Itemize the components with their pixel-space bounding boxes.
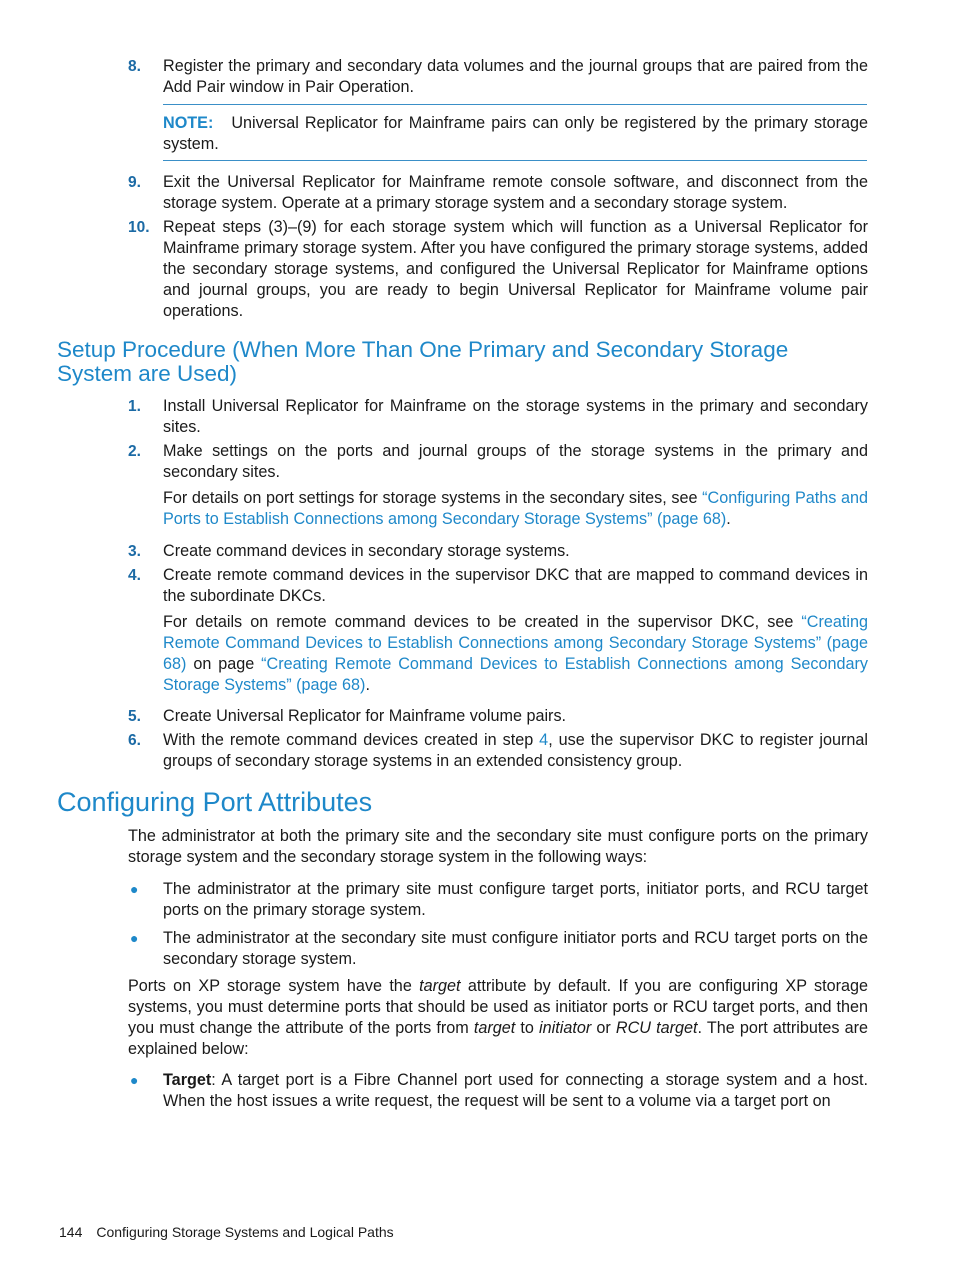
note — [163, 113, 868, 155]
para-text: Ports on XP storage system have the — [128, 977, 420, 995]
detail-text: on page — [186, 655, 262, 673]
para-text: . The port attributes are explained below: — [128, 1019, 869, 1058]
step-text: Repeat steps (3)–(9) for each storage system which will function as a Universal Replicator for Mainframe primary storage system. After you have configured the primary storage systems, added the secondary storage systems, and configured the Universal Replicator for Mainframe options and journal groups, you are ready to begin Universal Replicator for Mainframe volume pair operations. — [163, 218, 868, 320]
para-italic: RCU target — [615, 1019, 698, 1037]
section-heading-port-attributes: Configuring Port Attributes — [57, 787, 373, 817]
step-text: Create Universal Replicator for Mainframe volume pairs. — [163, 707, 567, 725]
detail-text: . — [726, 510, 731, 528]
detail-text: For details on port settings for storage systems in the secondary sites, see — [163, 489, 703, 507]
step-text: Make settings on the ports and journal groups of the storage systems in the primary and secondary sites. — [163, 442, 868, 481]
step-number: 4. — [128, 567, 141, 584]
step-number: 8. — [128, 58, 141, 75]
cross-reference-link[interactable]: “Configuring Paths and Ports to Establish Connections among Secondary Storage Systems” (page 68) — [163, 489, 869, 528]
step-number: 6. — [128, 732, 141, 749]
intro-paragraph: The administrator at both the primary site and the secondary site must configure ports on the primary storage system and the secondary storage system in the following ways: — [128, 827, 868, 866]
step-text — [163, 730, 868, 772]
step-number: 1. — [128, 398, 141, 415]
step-number: 9. — [128, 174, 141, 191]
cross-reference-link[interactable]: “Creating Remote Command Devices to Establish Connections among Secondary Storage Systems” (page 68) — [163, 613, 868, 673]
note-top-rule — [163, 104, 867, 105]
step-link[interactable]: 4 — [539, 731, 549, 749]
step-text: Install Universal Replicator for Mainframe on the storage systems in the primary and secondary sites. — [163, 397, 868, 436]
para-italic: initiator — [539, 1019, 592, 1037]
bullet-text: The administrator at the secondary site must configure initiator ports and RCU target ports on the secondary storage system. — [163, 929, 868, 968]
term-target: Target — [163, 1071, 212, 1089]
step-detail — [163, 488, 868, 530]
bullet-icon: ● — [130, 930, 139, 946]
step-number: 5. — [128, 708, 141, 725]
cross-reference-link[interactable]: “Creating Remote Command Devices to Establish Connections among Secondary Storage Systems” (page 68) — [163, 655, 868, 694]
step-text: Create command devices in secondary storage systems. — [163, 542, 570, 560]
section-heading-setup: Setup Procedure (When More Than One Primary and Secondary Storage System are Used) — [57, 337, 789, 386]
term-description: : A target port is a Fibre Channel port used for connecting a storage system and a host. When the host issues a write request, the request will be sent to a volume via a target port on — [163, 1071, 868, 1110]
bullet-icon: ● — [130, 1072, 139, 1088]
bullet-text — [163, 1070, 868, 1112]
step-number: 3. — [128, 543, 141, 560]
note-label: NOTE: — [163, 114, 214, 132]
detail-text: For details on remote command devices to be created in the supervisor DKC, see — [163, 613, 802, 631]
bullet-text: The administrator at the primary site must configure target ports, initiator ports, and RCU target ports on the primary storage system. — [163, 880, 868, 919]
detail-text: . — [365, 676, 370, 694]
step-text-part: With the remote command devices created in step — [163, 731, 540, 749]
step-text: Register the primary and secondary data volumes and the journal groups that are paired from the Add Pair window in Pair Operation. — [163, 57, 868, 96]
para-text: or — [591, 1019, 616, 1037]
note-text: Universal Replicator for Mainframe pairs can only be registered by the primary storage system. — [163, 114, 868, 153]
bullet-icon: ● — [130, 881, 139, 897]
step-detail — [163, 612, 868, 696]
step-text: Exit the Universal Replicator for Mainframe remote console software, and disconnect from the storage system. Operate at a primary storage system and a secondary storage system. — [163, 173, 868, 212]
footer-title: Configuring Storage Systems and Logical Paths — [96, 1224, 394, 1240]
page-number: 144 — [59, 1224, 83, 1240]
step-text: Create remote command devices in the supervisor DKC that are mapped to command devices in the subordinate DKCs. — [163, 566, 868, 605]
para-text: to — [515, 1019, 540, 1037]
para-text: attribute by default. If you are configuring XP storage systems, you must determine ports that should be used as initiator ports or RCU target ports, and then you must change the attribute of the ports from — [128, 977, 869, 1037]
para-italic: target — [473, 1019, 516, 1037]
para-italic: target — [419, 977, 461, 995]
step-text-part: , use the supervisor DKC to register journal groups of secondary storage systems in an extended consistency group. — [163, 731, 868, 770]
step-number: 2. — [128, 443, 141, 460]
step-number: 10. — [128, 219, 150, 236]
attributes-paragraph — [128, 976, 868, 1060]
page-footer — [59, 1222, 394, 1243]
note-bottom-rule — [163, 160, 867, 161]
